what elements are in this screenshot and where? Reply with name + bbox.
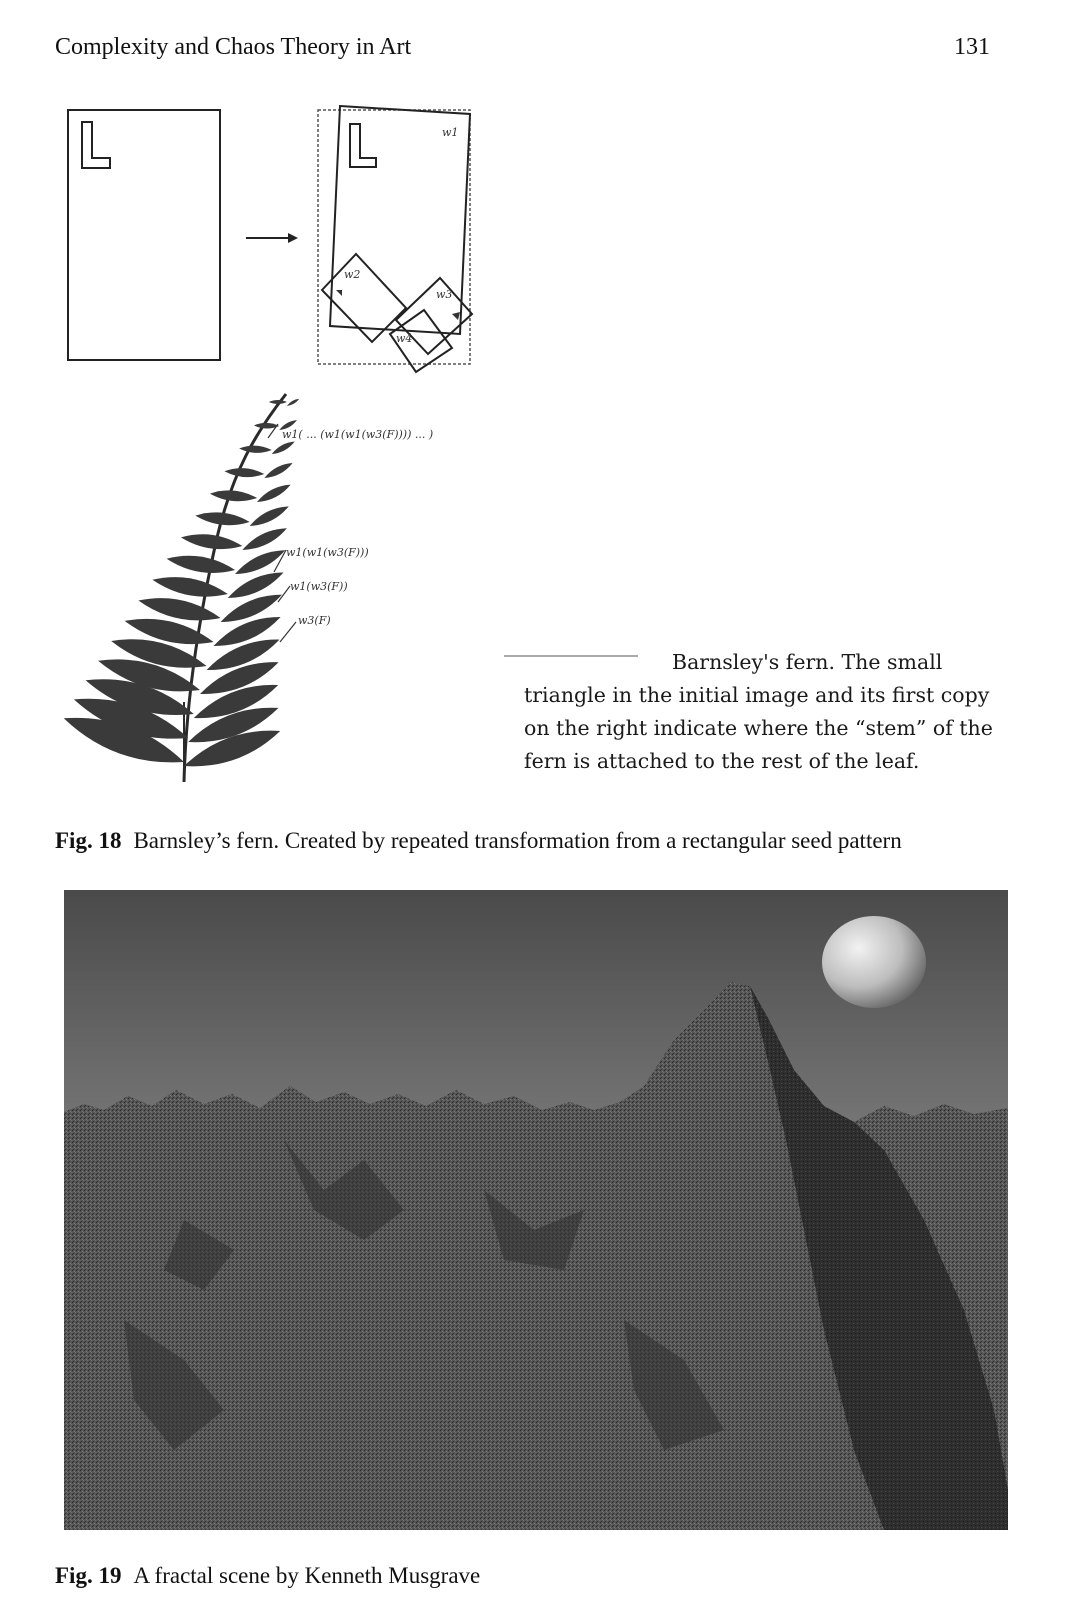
fern-pinna-left (224, 468, 264, 477)
seed-rectangle (68, 110, 220, 360)
fern-pinna-right (287, 399, 299, 406)
w3-label: w3 (436, 288, 453, 301)
figure-19-fractal-scene (64, 890, 1008, 1530)
scanned-caption: Barnsley's fern. The small triangle in the initial image and its first copy on the right indicate where the “stem” of the fern is attached to the rest of the leaf. (524, 650, 993, 773)
fern-pinna-left (138, 598, 220, 620)
running-title: Complexity and Chaos Theory in Art (55, 34, 412, 60)
fern-pinna-left (152, 577, 227, 597)
fern-pinna-left (195, 512, 249, 525)
seed-l-shape (82, 122, 110, 168)
fern-annotation-3: w1(w3(F)) (290, 580, 348, 593)
fern-pinna-right (235, 550, 285, 574)
w1-label: w1 (442, 126, 459, 139)
transformed-rectangles (318, 106, 472, 372)
w4-label: w4 (396, 332, 413, 345)
caption-text: A fractal scene by Kenneth Musgrave (133, 1563, 481, 1588)
barnsley-fern (64, 394, 300, 782)
fern-pinna-left (210, 490, 257, 501)
figure-label: Fig. 19 (55, 1563, 122, 1588)
fern-annotation-4: w3(F) (298, 614, 331, 627)
page-number: 131 (954, 34, 990, 60)
arrow-right-icon (246, 233, 298, 243)
fern-pinna-left (181, 534, 242, 549)
moon (822, 916, 926, 1008)
fern-pinna-left (269, 400, 287, 404)
fern-pinna-right (272, 441, 295, 454)
fern-pinna-right (264, 463, 292, 478)
fern-pinna-left (167, 556, 235, 573)
fern-pinna-left (239, 446, 272, 453)
caption-text: Barnsley’s fern. Created by repeated transformation from a rectangular seed pattern (133, 828, 902, 853)
w2-label: w2 (344, 268, 361, 281)
fern-pinna-right (242, 528, 287, 550)
fern-pinna-right (250, 506, 289, 526)
fern-pinna-right (228, 572, 284, 598)
fern-annotation-2: w1(w1(w3(F))) (286, 546, 369, 559)
figure-18-caption (55, 828, 902, 854)
figure-19-caption (55, 1563, 480, 1589)
fern-pinna-right (257, 485, 291, 502)
fern-annotation-1: w1( ... (w1(w1(w3(F)))) ... ) (282, 428, 434, 441)
figure-label: Fig. 18 (55, 828, 122, 853)
